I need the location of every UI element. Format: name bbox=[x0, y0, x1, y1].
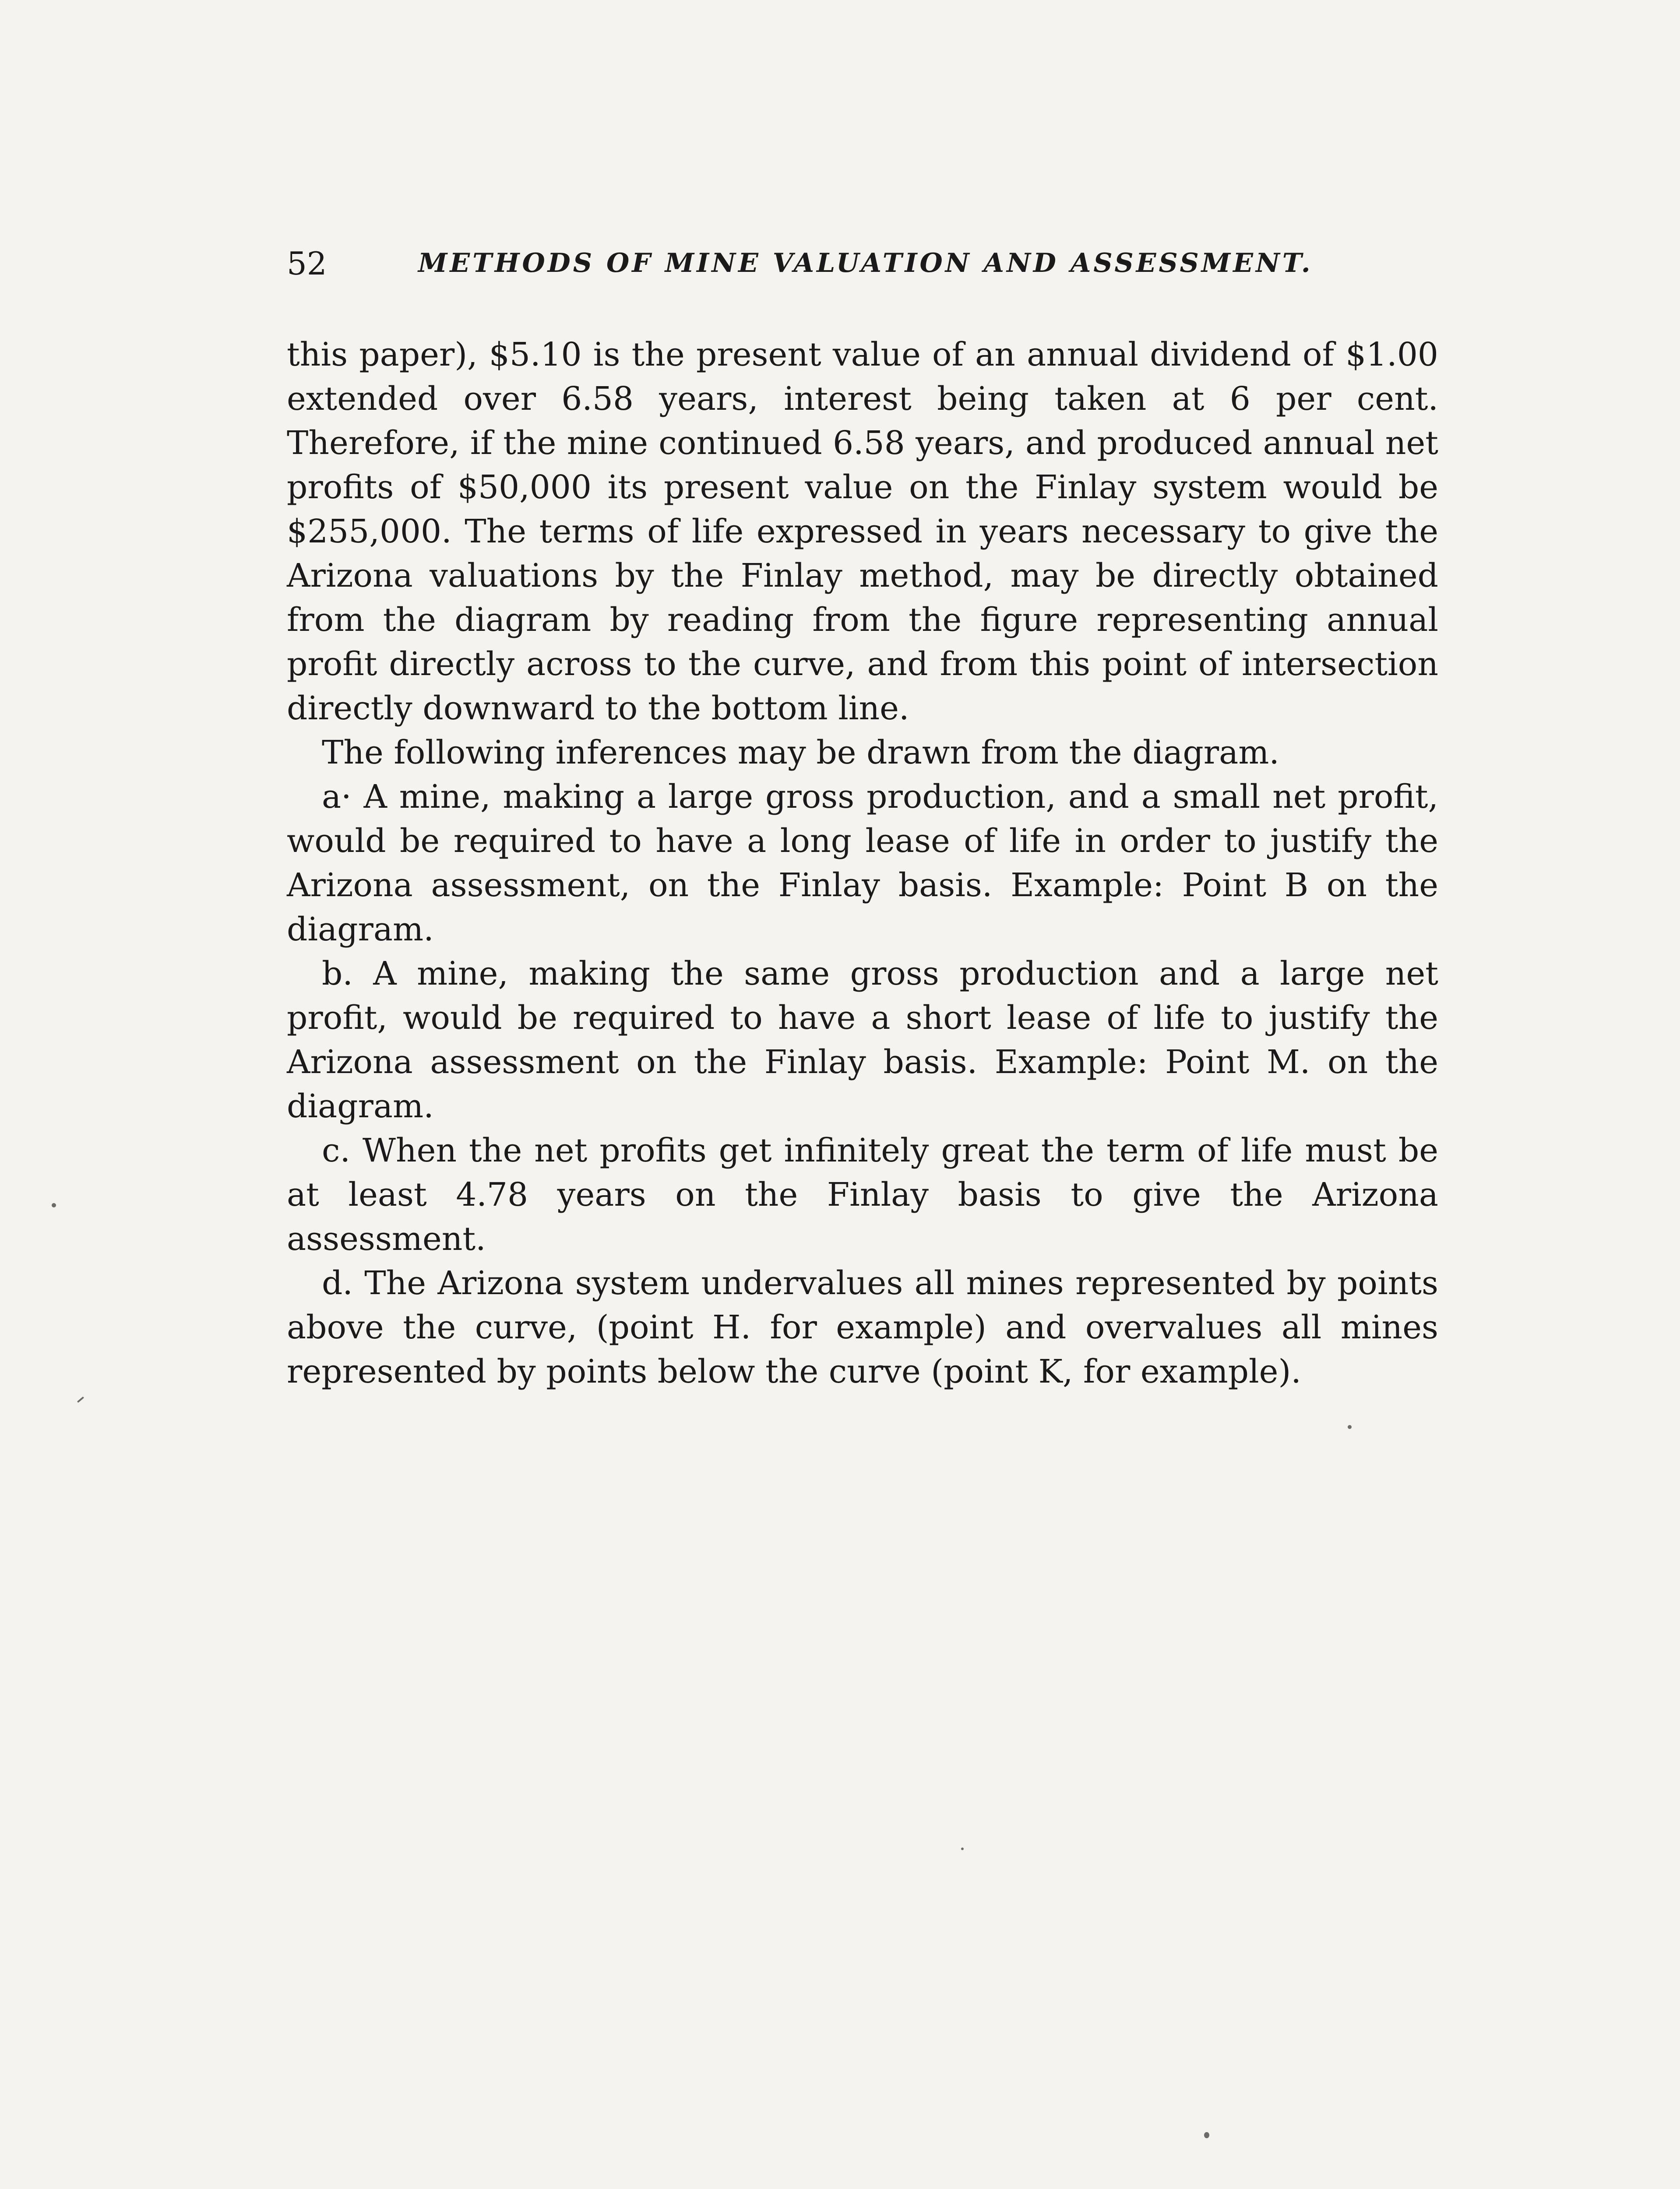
body-text bbox=[287, 333, 1438, 1394]
inference-b: b. A mine, making the same gross production and a large net profit, would be required to have a short lease of life to justify the Arizona assessment on the Finlay basis. Example: Point M. on the diagram. bbox=[287, 955, 1438, 1125]
scan-speck bbox=[961, 1848, 964, 1850]
inference-d: d. The Arizona system undervalues all mines represented by points above the curve, (point H. for example) and overvalues all mines represented by points below the curve (point K, for example). bbox=[287, 1264, 1438, 1390]
page-header bbox=[287, 245, 1338, 293]
paragraph-inferences-intro: The following inferences may be drawn from the diagram. bbox=[322, 734, 1279, 771]
scan-speck bbox=[1348, 1425, 1352, 1429]
inference-a: a· A mine, making a large gross production, and a small net profit, would be required to have a long lease of life in order to justify the Arizona assessment, on the Finlay basis. Example: Point B on the diagram. bbox=[287, 778, 1438, 948]
scan-speck bbox=[52, 1203, 56, 1207]
inference-c: c. When the net profits get infinitely great the term of life must be at least 4.78 years on the Finlay basis to give the Arizona assessment. bbox=[287, 1132, 1438, 1258]
page-number: 52 bbox=[287, 245, 327, 282]
paragraph-continuation: this paper), $5.10 is the present value of an annual dividend of $1.00 extended over 6.58 years, interest being taken at 6 per cent. Therefore, if the mine continued 6.58 years, and produced annual net profits of $50,000 its present value on the Finlay system would be $255,000. The terms of life expressed in years necessary to give the Arizona valuations by the Finlay method, may be directly obtained from the diagram by reading from the figure representing annual profit directly across to the curve, and from this point of intersection directly downward to the bottom line. bbox=[287, 336, 1438, 727]
running-title: METHODS OF MINE VALUATION AND ASSESSMENT. bbox=[418, 248, 1313, 278]
scan-speck bbox=[1204, 2132, 1209, 2138]
scan-speck bbox=[77, 1397, 84, 1403]
